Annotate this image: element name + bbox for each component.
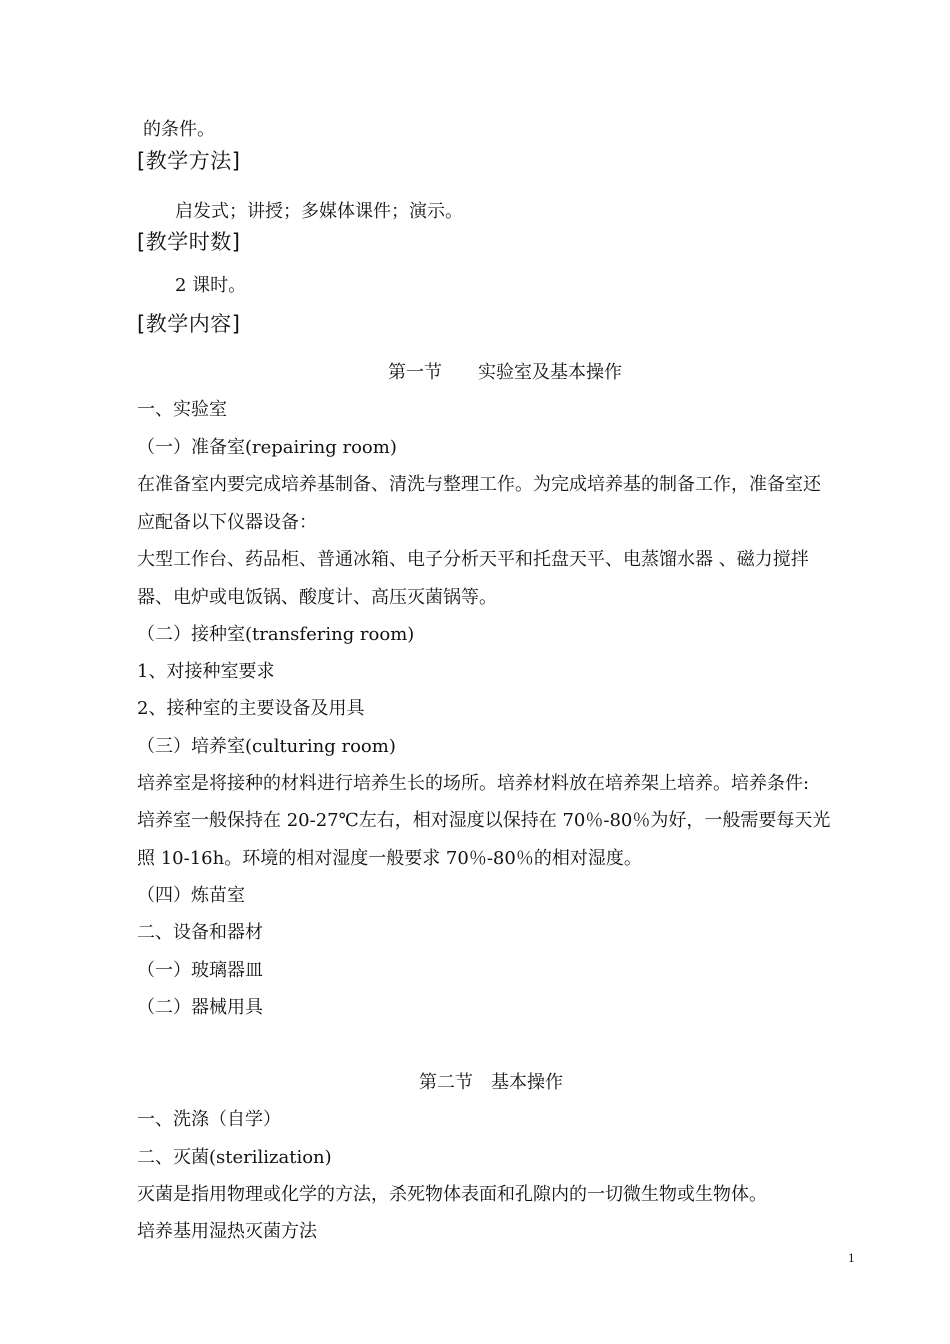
page-number: 1 <box>848 1250 855 1265</box>
section2-part1: 一、洗涤（自学） <box>137 1109 281 1130</box>
teaching-hours-text: 2 课时。 <box>175 275 247 296</box>
section1-para3-line1: 培养室是将接种的材料进行培养生长的场所。培养材料放在培养架上培养。培养条件: <box>137 773 810 794</box>
section1-sub1: （一）准备室(repairing room) <box>137 437 397 458</box>
section1-item2: 2、接种室的主要设备及用具 <box>137 698 365 719</box>
section1-sub4: （四）炼苗室 <box>137 885 245 906</box>
section2-title: 第二节 基本操作 <box>419 1072 563 1093</box>
section1-title: 第一节 实验室及基本操作 <box>388 362 622 383</box>
section1-part1: 一、实验室 <box>137 399 227 420</box>
continuation-text: 的条件。 <box>143 119 215 140</box>
section1-para2-line2: 器、电炉或电饭锅、酸度计、高压灭菌锅等。 <box>137 587 497 608</box>
teaching-method-text: 启发式；讲授；多媒体课件；演示。 <box>175 201 463 222</box>
teaching-hours-heading: [教学时数] <box>137 230 241 254</box>
section2-para1: 灭菌是指用物理或化学的方法，杀死物体表面和孔隙内的一切微生物或生物体。 <box>137 1184 767 1205</box>
section1-para3-line2: 培养室一般保持在 20-27℃左右，相对湿度以保持在 70％-80％为好，一般需要每天光 <box>137 810 831 831</box>
section2-para2: 培养基用湿热灭菌方法 <box>137 1221 317 1242</box>
teaching-method-heading: [教学方法] <box>137 149 241 173</box>
section1-sub6: （二）器械用具 <box>137 997 263 1018</box>
section1-para1-line1: 在准备室内要完成培养基制备、清洗与整理工作。为完成培养基的制备工作，准备室还 <box>137 474 821 495</box>
teaching-content-heading: [教学内容] <box>137 312 241 336</box>
section2-part2: 二、灭菌(sterilization) <box>137 1147 332 1168</box>
section1-para1-line2: 应配备以下仪器设备： <box>137 512 317 533</box>
section1-para2-line1: 大型工作台、药品柜、普通冰箱、电子分析天平和托盘天平、电蒸馏水器 、磁力搅拌 <box>137 549 809 570</box>
section1-sub2: （二）接种室(transfering room) <box>137 624 415 645</box>
section1-para3-line3: 照 10-16h。环境的相对湿度一般要求 70％-80％的相对湿度。 <box>137 848 642 869</box>
section1-part2: 二、设备和器材 <box>137 922 263 943</box>
section1-item1: 1、对接种室要求 <box>137 661 275 682</box>
section1-sub5: （一）玻璃器皿 <box>137 960 263 981</box>
section1-sub3: （三）培养室(culturing room) <box>137 736 396 757</box>
